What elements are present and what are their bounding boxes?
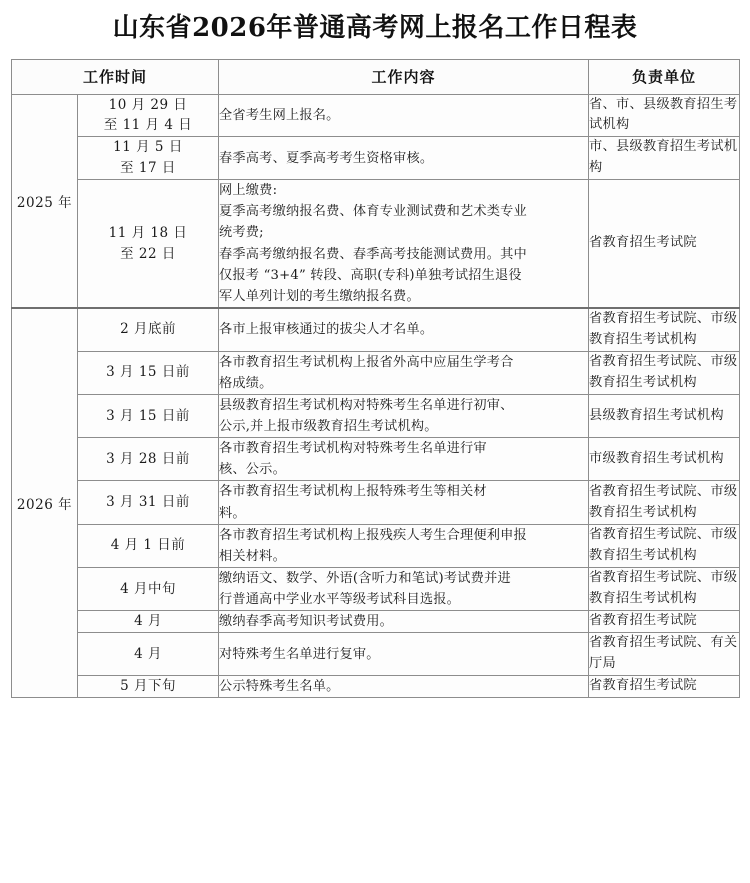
cell-date [78,351,219,394]
cell-date [78,611,219,633]
content-line: 各市教育招生考试机构上报残疾人考生合理便利申报 [219,527,527,543]
table-row [12,676,740,698]
date-line: 3 月 15 日前 [106,364,190,381]
table-row [12,438,740,481]
date-line: 4 月 [134,613,162,630]
table-row [12,137,740,180]
cell-content [219,633,589,676]
date-line: 4 月中旬 [120,580,176,597]
date-line: 11 月 5 日 [113,139,183,156]
date-line: 4 月 [134,645,162,662]
content-line: 相关材料。 [219,548,286,564]
cell-content [219,94,589,137]
content-line: 统考费; [219,225,264,241]
content-line: 对特殊考生名单进行复审。 [219,646,380,662]
content-line: 网上缴费: [219,183,278,199]
cell-content [219,611,589,633]
date-line: 5 月下旬 [120,678,176,695]
content-line: 行普通高中学业水平等级考试科目选报。 [219,592,460,608]
date-line: 3 月 15 日前 [106,407,190,424]
cell-content [219,676,589,698]
cell-responsible-unit: 省教育招生考试院、有关厅局 [589,633,740,676]
content-line: 缴纳语文、数学、外语(含听力和笔试)考试费并进 [219,570,511,586]
table-row [12,524,740,567]
content-line: 各市教育招生考试机构上报省外高中应届生学考合 [219,354,514,370]
content-line: 各市上报审核通过的拔尖人才名单。 [219,322,434,338]
content-line: 缴纳春季高考知识考试费用。 [219,614,394,630]
table-row [12,94,740,137]
page-title: 山东省2026年普通高考网上报名工作日程表 [112,13,638,43]
cell-responsible-unit: 省、市、县级教育招生考试机构 [589,94,740,137]
table-body [12,94,740,698]
date-line: 11 月 18 日 [108,224,188,241]
table-row [12,180,740,308]
cell-responsible-unit: 省教育招生考试院 [589,676,740,698]
date-line: 至 11 月 4 日 [103,117,193,134]
cell-content [219,180,589,308]
date-line: 2 月底前 [120,321,176,338]
date-line: 3 月 31 日前 [106,494,190,511]
cell-content [219,394,589,437]
content-line: 各市教育招生考试机构上报特殊考生等相关材 [219,484,487,500]
table-row [12,481,740,524]
cell-date [78,438,219,481]
date-line: 10 月 29 日 [108,96,188,113]
date-line: 至 22 日 [120,245,176,262]
content-line: 县级教育招生考试机构对特殊考生名单进行初审、 [219,397,514,413]
column-header-unit: 负责单位 [589,59,740,94]
column-header-content: 工作内容 [219,59,589,94]
cell-date [78,676,219,698]
cell-date [78,524,219,567]
table-row [12,633,740,676]
cell-responsible-unit: 县级教育招生考试机构 [589,394,740,437]
cell-content [219,438,589,481]
content-line: 公示,并上报市级教育招生考试机构。 [219,419,438,435]
cell-responsible-unit: 省教育招生考试院 [589,180,740,308]
cell-date [78,481,219,524]
content-line: 全省考生网上报名。 [219,107,340,123]
table-row [12,351,740,394]
cell-responsible-unit: 省教育招生考试院、市级教育招生考试机构 [589,567,740,610]
table-header-row [12,59,740,94]
cell-responsible-unit: 省教育招生考试院、市级教育招生考试机构 [589,308,740,351]
cell-responsible-unit: 省教育招生考试院、市级教育招生考试机构 [589,351,740,394]
cell-content [219,308,589,351]
content-line: 格成绩。 [219,375,273,391]
column-header-time: 工作时间 [12,59,219,94]
table-header [12,59,740,94]
cell-responsible-unit: 省教育招生考试院、市级教育招生考试机构 [589,524,740,567]
year-group-label: 2025 年 [12,94,78,308]
table-row [12,308,740,351]
content-line: 仅报考 “3+4” 转段、高职(专科)单独考试招生退役 [219,267,522,283]
content-line: 春季高考缴纳报名费、春季高考技能测试费用。其中 [219,246,527,262]
schedule-table [11,59,740,699]
content-line: 军人单列计划的考生缴纳报名费。 [219,288,420,304]
cell-date [78,394,219,437]
content-line: 各市教育招生考试机构对特殊考生名单进行审 [219,441,487,457]
date-line: 3 月 28 日前 [106,450,190,467]
cell-date [78,308,219,351]
cell-content [219,567,589,610]
cell-responsible-unit: 省教育招生考试院 [589,611,740,633]
cell-content [219,137,589,180]
cell-responsible-unit: 市、县级教育招生考试机构 [589,137,740,180]
cell-date [78,567,219,610]
cell-responsible-unit: 市级教育招生考试机构 [589,438,740,481]
table-row [12,611,740,633]
content-line: 公示特殊考生名单。 [219,679,340,694]
date-line: 至 17 日 [120,160,176,177]
date-line: 4 月 1 日前 [110,537,186,554]
cell-date [78,94,219,137]
content-line: 夏季高考缴纳报名费、体育专业测试费和艺术类专业 [219,204,527,220]
schedule-table-wrapper [11,59,739,699]
content-line: 料。 [219,505,246,521]
cell-content [219,351,589,394]
year-group-label: 2026 年 [12,308,78,698]
content-line: 核、公示。 [219,462,286,478]
table-row [12,394,740,437]
cell-date [78,137,219,180]
table-row [12,567,740,610]
cell-date [78,180,219,308]
cell-content [219,481,589,524]
content-line: 春季高考、夏季高考考生资格审核。 [219,150,434,166]
cell-date [78,633,219,676]
cell-responsible-unit: 省教育招生考试院、市级教育招生考试机构 [589,481,740,524]
cell-content [219,524,589,567]
